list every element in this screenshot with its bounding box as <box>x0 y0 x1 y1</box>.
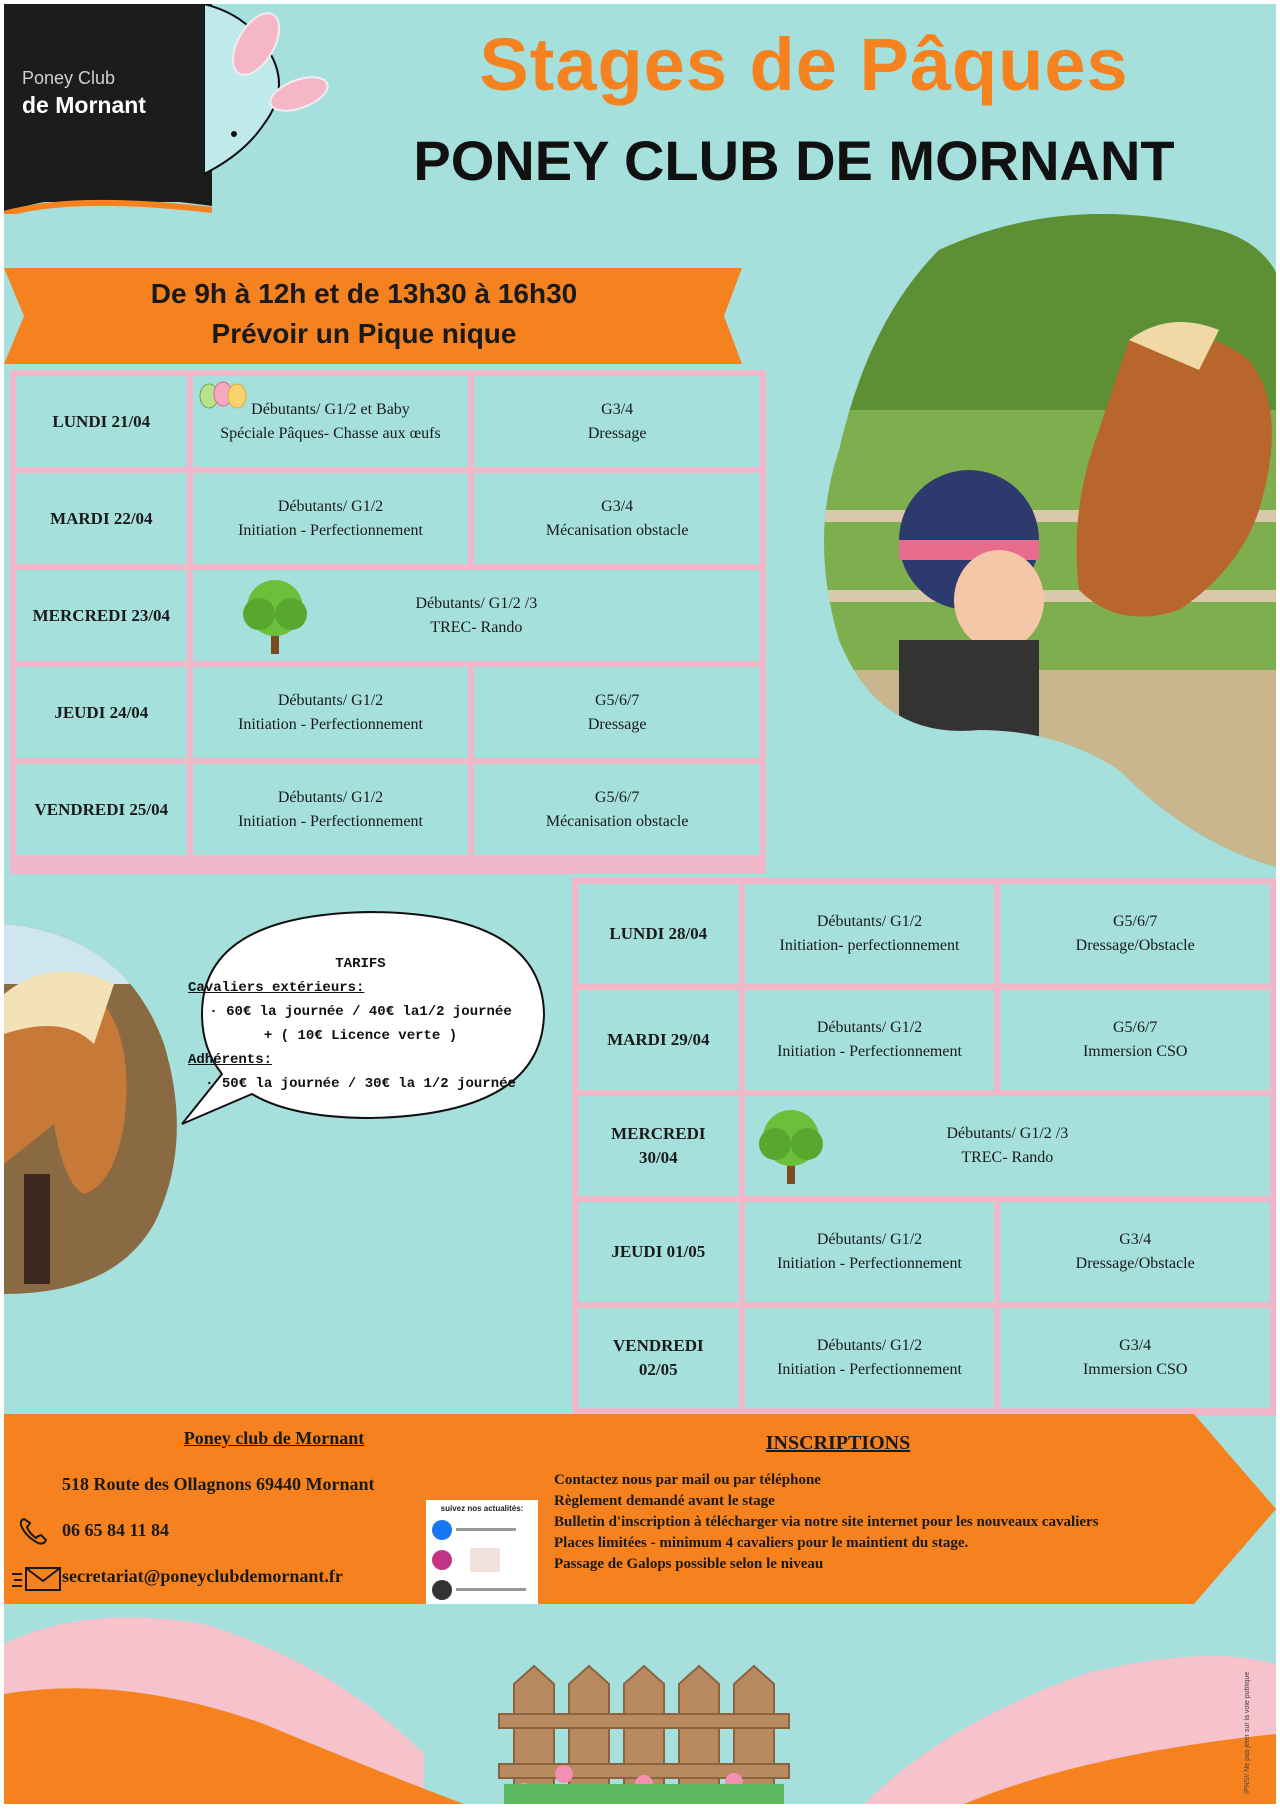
activity-text: Initiation - Perfectionnement <box>238 812 423 830</box>
level-text: Débutants/ G1/2 <box>277 788 384 806</box>
activity-cell <box>474 473 760 564</box>
club-logo <box>4 4 212 202</box>
club-name: Poney club de Mornant <box>183 1428 365 1448</box>
inscription-line: Contactez nous par mail ou par téléphone <box>554 1472 821 1488</box>
poster <box>4 4 1276 1804</box>
activity-text: Initiation - Perfectionnement <box>777 1043 962 1060</box>
table-row <box>16 667 760 758</box>
table-row <box>16 376 760 467</box>
day-cell: JEUDI 01/05 <box>578 1202 739 1302</box>
social-card <box>426 1500 538 1608</box>
logo-line-2: de Mornant <box>22 92 146 118</box>
table-row <box>16 473 760 564</box>
activity-cell-wide <box>193 570 760 661</box>
page-title: Stages de Pâques <box>479 23 1129 106</box>
activity-cell <box>1000 990 1270 1090</box>
inscription-line: Règlement demandé avant le stage <box>554 1493 775 1509</box>
activity-cell <box>193 667 469 758</box>
table-row <box>16 764 760 855</box>
activity-text: TREC- Rando <box>430 618 523 636</box>
tarifs-members-label: Adhérents: <box>188 1052 273 1068</box>
level-text: Débutants/ G1/2 <box>816 913 923 930</box>
bunny-decoration-icon <box>204 4 344 184</box>
tarifs-exterior-line: · 60€ la journée / 40€ la1/2 journée <box>209 1004 512 1020</box>
level-text: Débutants/ G1/2 et Baby <box>251 400 410 418</box>
activity-text: Immersion CSO <box>1082 1361 1188 1378</box>
hours-line: De 9h à 12h et de 13h30 à 16h30 <box>150 278 578 309</box>
instagram-icon <box>432 1550 452 1570</box>
table-row <box>578 1096 1270 1196</box>
activity-cell-wide <box>745 1096 1270 1196</box>
page-subtitle: PONEY CLUB DE MORNANT <box>413 129 1175 192</box>
day-date: 30/04 <box>638 1148 678 1167</box>
level-text: Débutants/ G1/2 <box>816 1019 923 1036</box>
activity-cell <box>1000 1202 1270 1302</box>
inscriptions-title: INSCRIPTIONS <box>765 1432 911 1454</box>
activity-text: Dressage/Obstacle <box>1075 937 1195 954</box>
photo-girl-with-pony <box>819 210 1276 870</box>
activity-text: Mécanisation obstacle <box>545 521 689 539</box>
tarifs-text <box>188 952 533 1096</box>
tree-icon <box>749 1104 833 1188</box>
activity-text: Spéciale Pâques- Chasse aux œufs <box>220 424 441 442</box>
bottom-decoration <box>4 1604 1276 1804</box>
level-text: G5/6/7 <box>594 788 640 806</box>
tarifs-members-line: · 50€ la journée / 30€ la 1/2 journée <box>205 1076 516 1092</box>
level-text: G3/4 <box>601 497 634 515</box>
activity-cell <box>474 667 760 758</box>
activity-text: Initiation - Perfectionnement <box>777 1361 962 1378</box>
activity-cell <box>1000 1308 1270 1408</box>
club-email[interactable]: secretariat@poneyclubdemornant.fr <box>62 1566 343 1586</box>
inscriptions-list <box>554 1470 1274 1575</box>
level-text: Débutants/ G1/2 <box>816 1337 923 1354</box>
day-cell <box>578 1308 739 1408</box>
photo-pony <box>4 924 184 1294</box>
table-row <box>578 1202 1270 1302</box>
tree-icon <box>233 574 317 658</box>
activity-cell <box>474 376 760 467</box>
inscription-line: Passage de Galops possible selon le niveau <box>554 1556 824 1572</box>
day-cell: MARDI 22/04 <box>16 473 187 564</box>
day-cell: LUNDI 28/04 <box>578 884 739 984</box>
activity-cell <box>1000 884 1270 984</box>
table-row <box>578 884 1270 984</box>
inscription-line: Places limitées - minimum 4 cavaliers pour le maintient du stage. <box>554 1535 969 1551</box>
table-row <box>16 570 760 661</box>
tarifs-exterior-label: Cavaliers extérieurs: <box>188 980 365 996</box>
club-address: 518 Route des Ollagnons 69440 Mornant <box>62 1474 375 1494</box>
day-name: MERCREDI <box>611 1124 706 1143</box>
day-cell <box>578 1096 739 1196</box>
social-icons <box>430 1518 534 1604</box>
table-row <box>578 990 1270 1090</box>
club-phone[interactable]: 06 65 84 11 84 <box>62 1520 170 1540</box>
activity-text: Dressage <box>587 715 647 733</box>
activity-text: TREC- Rando <box>961 1149 1054 1166</box>
day-cell: VENDREDI 25/04 <box>16 764 187 855</box>
level-text: Débutants/ G1/2 /3 <box>946 1125 1069 1142</box>
website-icon <box>432 1580 452 1600</box>
activity-cell <box>193 764 469 855</box>
activity-cell <box>474 764 760 855</box>
activity-cell <box>745 1308 995 1408</box>
table-row <box>578 1308 1270 1408</box>
activity-cell <box>745 884 995 984</box>
level-text: Débutants/ G1/2 /3 <box>415 594 538 612</box>
picnic-line: Prévoir un Pique nique <box>211 318 517 349</box>
inscription-line: Bulletin d'inscription à télécharger via notre site internet pour les nouveaux cavaliers <box>554 1514 1099 1530</box>
activity-cell <box>745 1202 995 1302</box>
mail-icon <box>12 1566 62 1592</box>
level-text: Débutants/ G1/2 <box>816 1231 923 1248</box>
day-name: VENDREDI <box>612 1336 704 1355</box>
activity-text: Dressage <box>587 424 647 442</box>
activity-text: Dressage/Obstacle <box>1075 1255 1195 1272</box>
logo-line-1: Poney Club <box>22 68 116 88</box>
schedule-week-2 <box>572 878 1276 1416</box>
social-heading: suivez nos actualités: <box>440 1504 524 1513</box>
level-text: Débutants/ G1/2 <box>277 691 384 709</box>
day-cell: MARDI 29/04 <box>578 990 739 1090</box>
easter-eggs-icon <box>197 378 249 412</box>
vertical-note: IPNS// Ne pas jeter sur la voie publique <box>1244 1671 1251 1794</box>
activity-text: Mécanisation obstacle <box>545 812 689 830</box>
activity-text: Initiation - Perfectionnement <box>238 521 423 539</box>
day-cell: JEUDI 24/04 <box>16 667 187 758</box>
activity-cell <box>745 990 995 1090</box>
activity-text: Initiation- perfectionnement <box>779 937 960 954</box>
phone-icon <box>18 1516 50 1546</box>
activity-text: Initiation - Perfectionnement <box>777 1255 962 1272</box>
activity-cell <box>193 376 469 467</box>
facebook-icon <box>432 1520 452 1540</box>
day-cell: MERCREDI 23/04 <box>16 570 187 661</box>
day-cell: LUNDI 21/04 <box>16 376 187 467</box>
schedule-week-1 <box>10 370 766 874</box>
tarifs-licence-line: + ( 10€ Licence verte ) <box>263 1028 458 1044</box>
logo-swoosh <box>4 192 212 214</box>
tarifs-heading: TARIFS <box>335 956 386 972</box>
level-text: G3/4 <box>1119 1337 1152 1354</box>
level-text: G5/6/7 <box>594 691 640 709</box>
hours-banner-text <box>4 274 724 354</box>
level-text: G5/6/7 <box>1112 913 1158 930</box>
activity-text: Immersion CSO <box>1082 1043 1188 1060</box>
day-date: 02/05 <box>638 1360 678 1379</box>
activity-cell <box>193 473 469 564</box>
level-text: G3/4 <box>1119 1231 1152 1248</box>
level-text: G5/6/7 <box>1112 1019 1158 1036</box>
activity-text: Initiation - Perfectionnement <box>238 715 423 733</box>
level-text: G3/4 <box>601 400 634 418</box>
level-text: Débutants/ G1/2 <box>277 497 384 515</box>
